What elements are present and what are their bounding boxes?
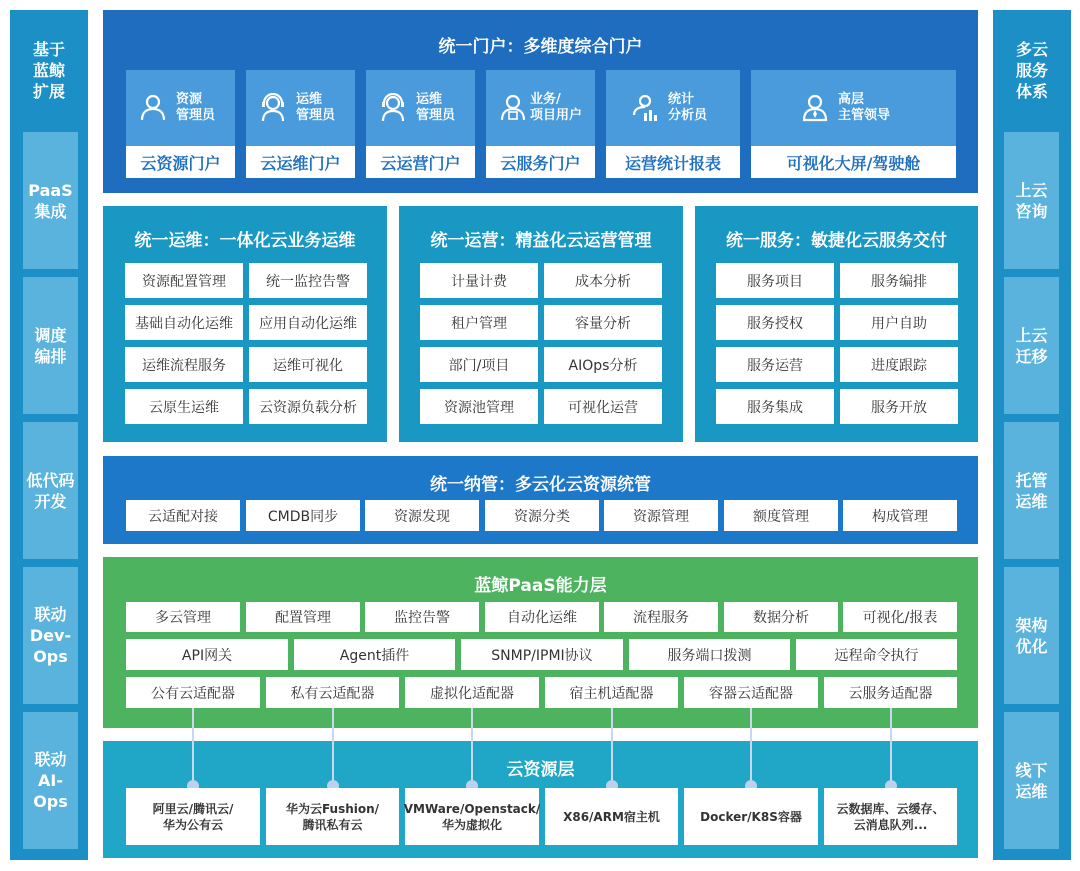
right-side-item-arch: 架构 优化 xyxy=(1004,567,1059,704)
ops-item[interactable]: 运维可视化 xyxy=(249,347,367,382)
resource-item[interactable]: Docker/K8S容器 xyxy=(684,788,818,845)
paas-item[interactable]: 远程命令执行 xyxy=(796,639,957,670)
connector-line xyxy=(890,708,892,786)
admin-icon xyxy=(138,93,168,123)
ops-item[interactable]: 统一监控告警 xyxy=(249,263,367,298)
right-side-item-offline: 线下 运维 xyxy=(1004,712,1059,849)
paas-item[interactable]: API网关 xyxy=(126,639,288,670)
mgmt-item[interactable]: 云适配对接 xyxy=(126,500,240,531)
portal-name-operation[interactable]: 云运营门户 xyxy=(366,146,475,178)
left-side-header: 基于 蓝鲸 扩展 xyxy=(32,39,65,101)
connector-line xyxy=(611,708,613,786)
service-item[interactable]: 用户自助 xyxy=(840,305,958,340)
resource-panel-title: 云资源层 xyxy=(506,760,575,780)
service-item[interactable]: 服务编排 xyxy=(840,263,958,298)
operation-admin-icon xyxy=(378,93,408,123)
portal-role-report: 统计 分析员 xyxy=(668,92,708,123)
operation-item[interactable]: 资源池管理 xyxy=(420,389,538,424)
paas-adapter[interactable]: 公有云适配器 xyxy=(126,677,260,708)
resource-item[interactable]: 阿里云/腾讯云/ 华为公有云 xyxy=(126,788,260,845)
service-item[interactable]: 服务授权 xyxy=(716,305,834,340)
operation-item[interactable]: 部门/项目 xyxy=(420,347,538,382)
connector-line xyxy=(332,708,334,786)
mgmt-item[interactable]: 资源管理 xyxy=(604,500,718,531)
operation-panel-title: 统一运营：精益化云运营管理 xyxy=(430,231,652,251)
right-side-item-managed-ops: 托管 运维 xyxy=(1004,422,1059,559)
mgmt-item[interactable]: 额度管理 xyxy=(724,500,838,531)
portal-role-ops: 运维 管理员 xyxy=(296,92,336,123)
paas-adapter[interactable]: 云服务适配器 xyxy=(824,677,957,708)
paas-item[interactable]: 流程服务 xyxy=(604,602,718,632)
operation-item[interactable]: AIOps分析 xyxy=(544,347,662,382)
portal-title: 统一门户：多维度综合门户 xyxy=(438,37,643,57)
service-item[interactable]: 服务开放 xyxy=(840,389,958,424)
analyst-icon xyxy=(630,93,660,123)
resource-item[interactable]: X86/ARM宿主机 xyxy=(545,788,678,845)
left-side-item-aiops: 联动 AI- Ops xyxy=(23,712,78,849)
ops-item[interactable]: 云资源负载分析 xyxy=(249,389,367,424)
service-panel-title: 统一服务：敏捷化云服务交付 xyxy=(726,231,947,251)
ops-admin-icon xyxy=(258,93,288,123)
portal-role-operation: 运维 管理员 xyxy=(416,92,456,123)
operation-item[interactable]: 可视化运营 xyxy=(544,389,662,424)
paas-item[interactable]: 监控告警 xyxy=(365,602,479,632)
resource-item[interactable]: 华为云Fushion/ 腾讯私有云 xyxy=(266,788,399,845)
service-item[interactable]: 服务集成 xyxy=(716,389,834,424)
ops-item[interactable]: 基础自动化运维 xyxy=(125,305,243,340)
portal-role-service: 业务/ 项目用户 xyxy=(530,92,583,123)
ops-item[interactable]: 资源配置管理 xyxy=(125,263,243,298)
connector-line xyxy=(750,708,752,786)
mgmt-item[interactable]: 构成管理 xyxy=(843,500,957,531)
left-side-item-scheduling: 调度 编排 xyxy=(23,277,78,414)
right-side-header: 多云 服务 体系 xyxy=(1015,39,1048,101)
paas-item[interactable]: 多云管理 xyxy=(126,602,240,632)
resource-item[interactable]: 云数据库、云缓存、 云消息队列... xyxy=(824,788,957,845)
paas-adapter[interactable]: 宿主机适配器 xyxy=(545,677,678,708)
left-side-item-devops: 联动 Dev- Ops xyxy=(23,567,78,704)
paas-item[interactable]: 数据分析 xyxy=(724,602,838,632)
portal-role-resource: 资源 管理员 xyxy=(176,92,216,123)
portal-role-dashboard: 高层 主管领导 xyxy=(838,92,891,123)
mgmt-item[interactable]: CMDB同步 xyxy=(246,500,360,531)
service-item[interactable]: 进度跟踪 xyxy=(840,347,958,382)
operation-item[interactable]: 计量计费 xyxy=(420,263,538,298)
paas-item[interactable]: SNMP/IPMI协议 xyxy=(461,639,623,670)
paas-item[interactable]: 自动化运维 xyxy=(485,602,599,632)
paas-item[interactable]: 服务端口拨测 xyxy=(629,639,790,670)
operation-item[interactable]: 租户管理 xyxy=(420,305,538,340)
ops-panel-title: 统一运维：一体化云业务运维 xyxy=(134,231,356,251)
connector-line xyxy=(192,708,194,786)
operation-item[interactable]: 成本分析 xyxy=(544,263,662,298)
paas-item[interactable]: 配置管理 xyxy=(246,602,360,632)
paas-adapter[interactable]: 私有云适配器 xyxy=(266,677,399,708)
resource-item[interactable]: VMWare/Openstack/ 华为虚拟化 xyxy=(405,788,539,845)
paas-item[interactable]: Agent插件 xyxy=(294,639,455,670)
paas-item[interactable]: 可视化/报表 xyxy=(843,602,957,632)
portal-name-resource[interactable]: 云资源门户 xyxy=(126,146,235,178)
service-item[interactable]: 服务运营 xyxy=(716,347,834,382)
ops-item[interactable]: 运维流程服务 xyxy=(125,347,243,382)
mgmt-item[interactable]: 资源分类 xyxy=(485,500,599,531)
portal-name-dashboard[interactable]: 可视化大屏/驾驶舱 xyxy=(751,146,956,178)
paas-panel-title: 蓝鲸PaaS能力层 xyxy=(474,576,607,596)
portal-name-ops[interactable]: 云运维门户 xyxy=(246,146,355,178)
connector-line xyxy=(471,708,473,786)
paas-adapter[interactable]: 容器云适配器 xyxy=(684,677,818,708)
mgmt-item[interactable]: 资源发现 xyxy=(365,500,479,531)
left-side-item-lowcode: 低代码 开发 xyxy=(23,422,78,559)
right-side-item-consulting: 上云 咨询 xyxy=(1004,132,1059,269)
service-item[interactable]: 服务项目 xyxy=(716,263,834,298)
leader-icon xyxy=(800,93,830,123)
left-side-item-paas: PaaS 集成 xyxy=(23,132,78,269)
mgmt-panel-title: 统一纳管：多云化云资源统管 xyxy=(430,475,651,495)
portal-name-service[interactable]: 云服务门户 xyxy=(486,146,595,178)
portal-name-report[interactable]: 运营统计报表 xyxy=(606,146,740,178)
operation-item[interactable]: 容量分析 xyxy=(544,305,662,340)
paas-adapter[interactable]: 虚拟化适配器 xyxy=(405,677,539,708)
business-user-icon xyxy=(498,93,528,123)
right-side-item-migration: 上云 迁移 xyxy=(1004,277,1059,414)
ops-item[interactable]: 云原生运维 xyxy=(125,389,243,424)
ops-item[interactable]: 应用自动化运维 xyxy=(249,305,367,340)
